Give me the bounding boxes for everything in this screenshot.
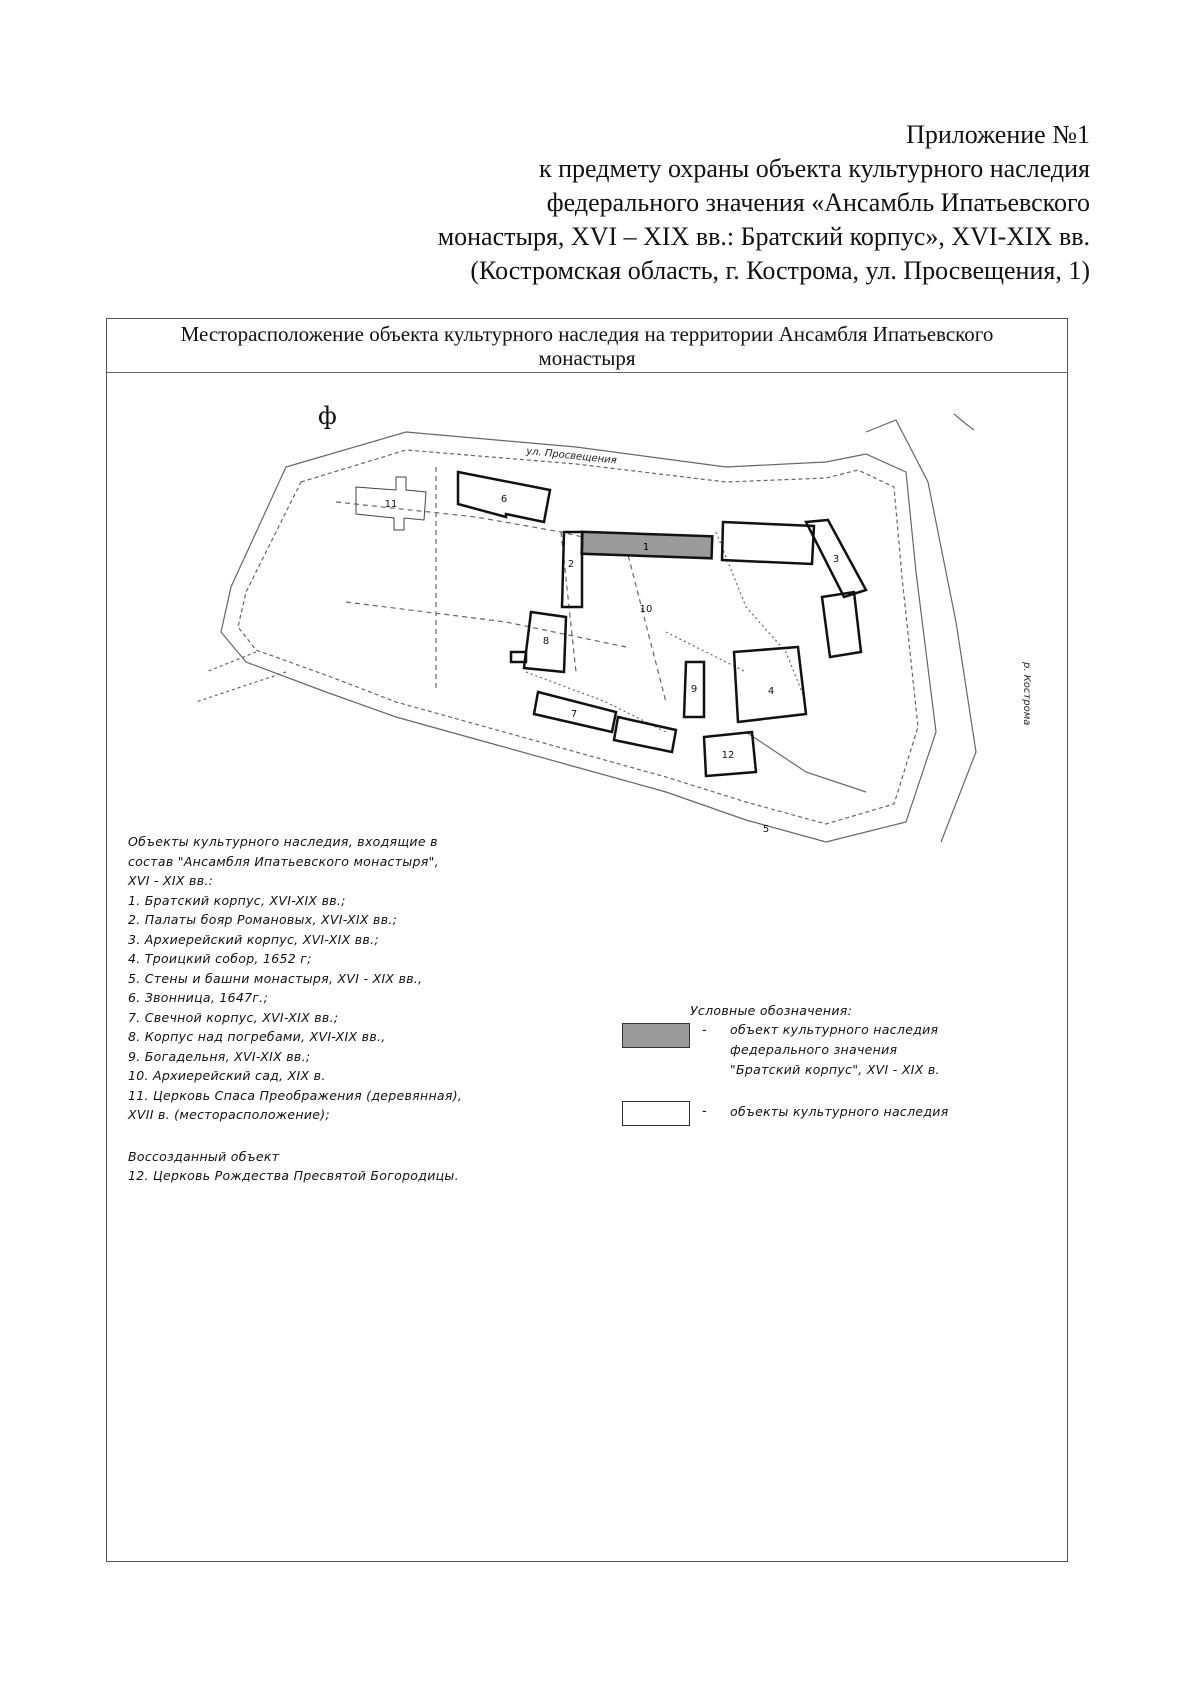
building-label-6: 6 [500,494,508,505]
legend-heading-line-1: Объекты культурного наследия, входящие в [128,834,438,849]
frame-title-line-2: монастыря [538,346,636,370]
legend-heading-line-3: XVI - XIX вв.: [128,873,214,888]
appendix-header [438,118,1090,288]
legend-dash-1: - [702,1023,707,1038]
building-label-11: 11 [384,499,398,510]
building-label-9: 9 [690,684,698,695]
header-line-2: к предмету охраны объекта культурного наследия [538,154,1090,183]
legend-item: 11. Церковь Спаса Преображения (деревянная), [128,1087,463,1103]
protected-object-line-1: объект культурного наследия [730,1022,939,1037]
building-label-4: 4 [767,686,775,697]
protected-object-swatch [622,1023,690,1048]
building-3-bishop-korpus-c [822,592,861,657]
building-label-7: 7 [570,709,578,720]
map-frame-title [107,319,1067,373]
gate-marker-icon [954,414,974,430]
legend-item: 1. Братский корпус, XVI-XIX вв.; [128,892,346,908]
building-3-bishop-korpus-a [722,522,814,564]
other-heritage-buildings [458,472,866,776]
building-4-trinity-cathedral [734,647,806,722]
header-address: (Костромская область, г. Кострома, ул. Просвещения, 1) [470,256,1090,285]
appendix-number: Приложение №1 [906,120,1090,149]
building-label-2: 2 [567,559,575,570]
frame-title-line-1: Месторасположение объекта культурного наследия на территории Ансамбля Ипатьевского [180,322,994,346]
building-label-1: 1 [642,542,650,553]
legend-item: 6. Звонница, 1647г.; [128,990,269,1005]
building-label-12: 12 [721,750,735,761]
recreated-object-item: 12. Церковь Рождества Пресвятой Богородицы. [128,1168,459,1183]
legend-item: 9. Богадельня, XVI-XIX вв.; [128,1048,311,1064]
legend-item: 8. Корпус над погребами, XVI-XIX вв., [128,1029,386,1044]
symbols-legend-title: Условные обозначения: [690,1003,853,1018]
building-1-bratsky-korpus [582,532,713,559]
legend-item: XVII в. (месторасположение); [128,1107,330,1122]
legend-item: 7. Свечной корпус, XVI-XIX вв.; [128,1009,339,1025]
protected-object-line-2: федерального значения [730,1042,898,1057]
building-label-10: 10 [639,604,653,615]
building-label-5: 5 [762,824,770,835]
legend-dash-2: - [702,1104,707,1119]
heritage-object-description: объекты культурного наследия [730,1104,949,1119]
monastery-site-plan [106,372,1068,852]
protected-object-line-3: "Братский корпус", XVI - XIX в. [730,1062,940,1077]
legend-item: 10. Архиерейский сад, XIX в. [128,1068,326,1083]
river-label-kostroma: р. Кострома [1021,662,1032,726]
recreated-object-heading: Воссозданный объект [128,1148,280,1164]
legend-item: 3. Архиерейский корпус, XVI-XIX вв.; [128,931,379,947]
street-label-prosveshcheniya: ул. Просвещения [525,446,618,467]
legend-item: 4. Троицкий собор, 1652 г; [128,951,312,966]
legend-heritage-objects [128,832,462,1186]
legend-item: 5. Стены и башни монастыря, XVI - XIX вв., [128,970,423,986]
building-label-8: 8 [542,636,550,647]
legend-item: 2. Палаты бояр Романовых, XVI-XIX вв.; [128,912,398,927]
building-7-candle-korpus-b [614,717,676,752]
north-arrow-icon: ф [318,402,337,430]
building-label-3: 3 [832,554,840,565]
heritage-object-swatch [622,1101,690,1126]
legend-heading-line-2: состав "Ансамбля Ипатьевского монастыря", [128,853,439,869]
header-line-4: монастыря, XVI – XIX вв.: Братский корпус», XVI-XIX вв. [437,222,1090,251]
protected-object-description [730,1020,940,1080]
header-line-3: федерального значения «Ансамбль Ипатьевского [546,188,1090,217]
